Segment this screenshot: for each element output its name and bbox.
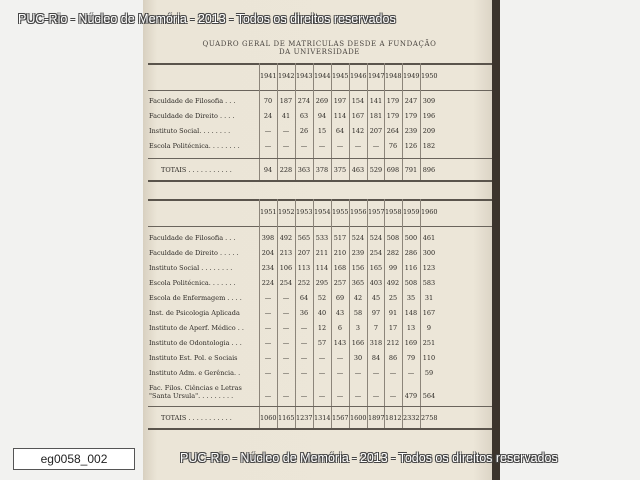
table1-table-cell: 269 [315,97,329,105]
table1-table-cell: 274 [297,97,311,105]
table2-table-cell: 79 [406,354,416,362]
table2-table-cell: 365 [351,279,365,287]
table-title-line1: QUADRO GERAL DE MATRICULAS DESDE A FUNDAÇÃO [202,40,437,48]
table2-row-label: Escola Politécnica. . . . . . . [149,279,236,287]
table1-total-cell: 698 [386,166,400,174]
table2-total-cell: 1567 [332,414,349,422]
table1-column-rule [402,63,403,180]
table2-table-cell: 207 [297,249,311,257]
table2-table-cell: — [300,392,308,400]
table1-year-header: 1950 [421,72,438,80]
table2-row-label: Instituto de Aperf. Médico . . [149,324,244,332]
table2-table-cell: 508 [404,279,418,287]
table2-table-cell: 533 [315,234,329,242]
table2-table-cell: 254 [279,279,293,287]
table2-table-cell: — [318,392,326,400]
table2-table-cell: 156 [351,264,365,272]
table2-table-cell: 110 [422,354,436,362]
table2-total-cell: 1600 [350,414,367,422]
table1-column-rule [420,63,421,180]
table2-table-cell: — [264,339,272,347]
table1-row-label: Escola Politécnica. . . . . . . . [149,142,240,150]
scanned-page [143,0,496,480]
table1-table-cell: 15 [317,127,327,135]
table1-column-rule [331,63,332,180]
table2-table-cell: 169 [404,339,418,347]
table2-table-cell: — [264,369,272,377]
table1-totals-label: TOTAIS . . . . . . . . . . . [161,166,232,174]
table2-table-cell: 254 [369,249,383,257]
table2-table-cell: 43 [335,309,345,317]
table2-table-cell: 300 [422,249,436,257]
table1-total-cell: 375 [333,166,347,174]
table2-row-label: Fac. Filos. Ciências e Letras [149,384,242,392]
table2-table-cell: 224 [261,279,275,287]
table2-table-cell: — [318,354,326,362]
table2-row-label: Escola de Enfermagem . . . . [149,294,242,302]
table2-table-cell: — [354,392,362,400]
table2-table-cell: 91 [388,309,398,317]
table1-table-cell: 41 [281,112,291,120]
table2-table-cell: 40 [317,309,327,317]
table2-table-cell: 167 [422,309,436,317]
table2-table-cell: 25 [388,294,398,302]
table2-row-label: Faculdade de Filosofia . . . [149,234,236,242]
table2-table-cell: 295 [315,279,329,287]
table2-row-label: Instituto Adm. e Gerência. . [149,369,241,377]
table2-table-cell: 204 [261,249,275,257]
table2-table-cell: — [282,324,290,332]
table2-total-cell: 1812 [385,414,402,422]
table1-table-cell: — [300,142,308,150]
table2-table-cell: 500 [404,234,418,242]
table2-table-cell: — [372,369,380,377]
table1-year-header: 1945 [332,72,349,80]
table1-table-cell: 179 [386,97,400,105]
table1-total-cell: 94 [263,166,273,174]
table1-table-cell: 24 [263,112,273,120]
table2-table-cell: 17 [388,324,398,332]
table2-table-cell: 234 [261,264,275,272]
table2-table-cell: — [336,354,344,362]
table2-table-cell: 36 [299,309,309,317]
table2-year-header: 1955 [332,208,349,216]
table1-table-cell: 264 [386,127,400,135]
table2-total-cell: 1314 [314,414,331,422]
table2-table-cell: — [264,324,272,332]
table2-table-cell: — [389,392,397,400]
table1-table-cell: 94 [317,112,327,120]
table2-table-cell: 9 [426,324,432,332]
table1-total-cell: 529 [369,166,383,174]
table1-year-header: 1947 [368,72,385,80]
table2-table-cell: 461 [422,234,436,242]
table2-year-header: 1960 [421,208,438,216]
table2-total-cell: 1165 [278,414,295,422]
table2-table-cell: 84 [371,354,381,362]
table1-table-cell: — [264,127,272,135]
table2-table-cell: 113 [297,264,311,272]
table2-table-cell: 564 [422,392,436,400]
table1-bottom-rule [148,180,496,182]
table1-table-cell: 182 [422,142,436,150]
table1-table-cell: 239 [404,127,418,135]
table1-table-cell: 154 [351,97,365,105]
table1-column-rule [277,63,278,180]
table1-total-cell: 228 [279,166,293,174]
table2-table-cell: — [372,392,380,400]
table2-table-cell: 31 [424,294,434,302]
table2-table-cell: 7 [373,324,379,332]
watermark-bottom: PUC-Rio - Núcleo de Memória - 2013 - Todos os direitos reservados [180,451,558,465]
watermark-top: PUC-Rio - Núcleo de Memória - 2013 - Todos os direitos reservados [18,12,396,26]
table1-total-cell: 791 [404,166,418,174]
table2-table-cell: — [282,309,290,317]
table-title-line2: DA UNIVERSIDADE [278,48,361,56]
table2-table-cell: — [282,392,290,400]
table2-table-cell: 116 [404,264,418,272]
table2-table-cell: — [282,354,290,362]
table2-table-cell: 286 [404,249,418,257]
table1-table-cell: 197 [333,97,347,105]
table2-table-cell: — [300,369,308,377]
table2-year-header: 1956 [350,208,367,216]
table2-table-cell: 583 [422,279,436,287]
table1-total-cell: 463 [351,166,365,174]
table1-year-header: 1946 [350,72,367,80]
table2-table-cell: 524 [351,234,365,242]
table1-table-cell: — [318,142,326,150]
table2-table-cell: 282 [386,249,400,257]
table1-table-cell: — [282,142,290,150]
table2-table-cell: 165 [369,264,383,272]
table1-year-header: 1942 [278,72,295,80]
table1-table-cell: 126 [404,142,418,150]
table2-table-cell: 99 [388,264,398,272]
table1-table-cell: 142 [351,127,365,135]
table2-table-cell: 58 [353,309,363,317]
table2-year-header: 1959 [403,208,420,216]
table2-table-cell: — [264,309,272,317]
table1-table-cell: — [264,142,272,150]
table1-column-rule [349,63,350,180]
table1-column-rule [295,63,296,180]
table1-table-cell: 207 [369,127,383,135]
table2-table-cell: — [264,392,272,400]
table1-table-cell: 309 [422,97,436,105]
table1-column-rule [259,63,260,180]
table1-header-rule [148,90,496,91]
table2-table-cell: 97 [371,309,381,317]
table2-table-cell: 508 [386,234,400,242]
table1-table-cell: 64 [335,127,345,135]
table2-header-rule [148,226,496,227]
table2-table-cell: — [282,339,290,347]
table2-table-cell: 211 [315,249,329,257]
table1-totals-rule [148,158,496,159]
table2-row-label: Instituto Est. Pol. e Sociais [149,354,238,362]
table2-table-cell: 403 [369,279,383,287]
table1-table-cell: 209 [422,127,436,135]
table2-table-cell: 252 [297,279,311,287]
table2-table-cell: 565 [297,234,311,242]
table2-total-cell: 1897 [368,414,385,422]
table2-row-label: Faculdade de Direito . . . . . [149,249,239,257]
table2-row-label: Instituto Social . . . . . . . . [149,264,233,272]
table2-totals-label: TOTAIS . . . . . . . . . . . [161,414,232,422]
table2-table-cell: 52 [317,294,327,302]
table2-table-cell: 143 [333,339,347,347]
table1-table-cell: 63 [299,112,309,120]
table2-table-cell: 114 [315,264,329,272]
table2-row-label: "Santa Ursula". . . . . . . . . [149,392,234,400]
table2-year-header: 1954 [314,208,331,216]
table2-table-cell: 45 [371,294,381,302]
table2-table-cell: 166 [351,339,365,347]
table2-table-cell: — [336,392,344,400]
table2-table-cell: 64 [299,294,309,302]
table2-totals-rule [148,406,496,407]
table1-column-rule [384,63,385,180]
table2-table-cell: 13 [406,324,416,332]
table2-table-cell: 30 [353,354,363,362]
table1-year-header: 1949 [403,72,420,80]
table2-table-cell: 492 [279,234,293,242]
table2-table-cell: 479 [404,392,418,400]
table2-table-cell: 42 [353,294,363,302]
table2-year-header: 1957 [368,208,385,216]
table2-table-cell: — [354,369,362,377]
table1-table-cell: — [336,142,344,150]
table2-table-cell: 106 [279,264,293,272]
table2-table-cell: 6 [337,324,343,332]
table1-year-header: 1944 [314,72,331,80]
table2-total-cell: 2758 [421,414,438,422]
table2-year-header: 1958 [385,208,402,216]
table1-table-cell: 26 [299,127,309,135]
table1-table-cell: 141 [369,97,383,105]
table1-table-cell: — [354,142,362,150]
table1-total-cell: 378 [315,166,329,174]
table2-table-cell: 318 [369,339,383,347]
table2-total-cell: 2332 [403,414,420,422]
table2-table-cell: 69 [335,294,345,302]
table2-year-header: 1951 [260,208,277,216]
table1-table-cell: 187 [279,97,293,105]
table2-table-cell: — [264,354,272,362]
table1-table-cell: — [372,142,380,150]
table1-row-label: Instituto Social. . . . . . . . [149,127,231,135]
table2-top-rule [148,199,496,201]
table2-table-cell: — [282,369,290,377]
table2-table-cell: 148 [404,309,418,317]
table2-table-cell: — [336,369,344,377]
image-id-label: eg0058_002 [13,448,135,470]
table1-row-label: Faculdade de Direito . . . . [149,112,235,120]
table2-table-cell: 239 [351,249,365,257]
table1-table-cell: 76 [388,142,398,150]
table2-table-cell: 517 [333,234,347,242]
table1-row-label: Faculdade de Filosofia . . . [149,97,236,105]
table2-table-cell: — [407,369,415,377]
table2-table-cell: — [300,339,308,347]
table2-table-cell: 213 [279,249,293,257]
table1-table-cell: 167 [351,112,365,120]
table2-total-cell: 1237 [296,414,313,422]
table2-table-cell: 123 [422,264,436,272]
table2-table-cell: — [282,294,290,302]
table2-table-cell: 86 [388,354,398,362]
table1-year-header: 1948 [385,72,402,80]
table2-table-cell: 492 [386,279,400,287]
table2-row-label: Instituto de Odontologia . . . [149,339,242,347]
table2-table-cell: — [389,369,397,377]
table1-table-cell: — [282,127,290,135]
table2-year-header: 1952 [278,208,295,216]
table2-table-cell: 398 [261,234,275,242]
table1-total-cell: 363 [297,166,311,174]
table1-table-cell: 179 [386,112,400,120]
table2-table-cell: 257 [333,279,347,287]
table2-table-cell: 57 [317,339,327,347]
table1-year-header: 1941 [260,72,277,80]
table1-table-cell: 70 [263,97,273,105]
table1-total-cell: 896 [422,166,436,174]
book-binding-edge [492,0,500,480]
table2-table-cell: 524 [369,234,383,242]
table2-table-cell: 212 [386,339,400,347]
table2-total-cell: 1060 [260,414,277,422]
table2-year-header: 1953 [296,208,313,216]
table2-table-cell: 210 [333,249,347,257]
table2-bottom-rule [148,428,496,430]
table1-table-cell: 181 [369,112,383,120]
table1-top-rule [148,63,496,65]
table2-table-cell: 12 [317,324,327,332]
table2-table-cell: — [300,354,308,362]
table1-table-cell: 196 [422,112,436,120]
table1-table-cell: 247 [404,97,418,105]
table2-table-cell: — [318,369,326,377]
table1-table-cell: 114 [333,112,347,120]
table2-row-label: Inst. de Psicologia Aplicada [149,309,240,317]
table2-table-cell: — [300,324,308,332]
table2-table-cell: 59 [424,369,434,377]
table2-table-cell: 168 [333,264,347,272]
table2-table-cell: 35 [406,294,416,302]
table2-table-cell: — [264,294,272,302]
table1-table-cell: 179 [404,112,418,120]
table1-year-header: 1943 [296,72,313,80]
table2-table-cell: 251 [422,339,436,347]
table1-column-rule [367,63,368,180]
table1-column-rule [313,63,314,180]
table2-table-cell: 3 [355,324,361,332]
